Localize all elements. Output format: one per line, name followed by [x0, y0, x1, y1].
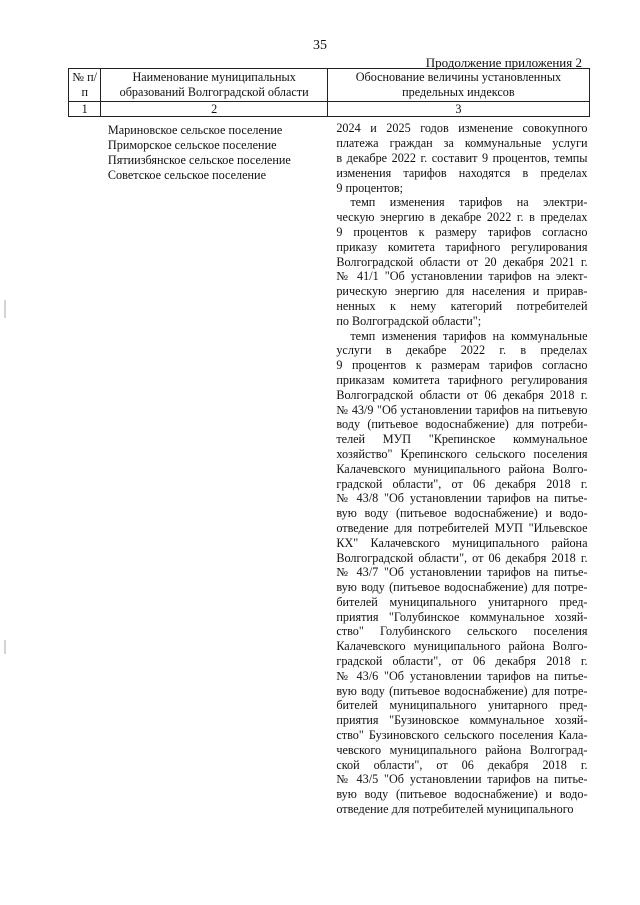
text-line: № 43/9 "Об установлении тарифов на питьевую	[336, 402, 588, 417]
text-line: приказу комитета тарифного регулирования	[336, 239, 588, 254]
text-line: темп изменения тарифов на электри-	[350, 195, 588, 210]
text-line: изменения тарифов находятся в пределах	[336, 165, 588, 180]
margin-mark	[4, 300, 6, 318]
document-table	[68, 68, 590, 817]
row-number-cell	[69, 117, 101, 817]
justification-text	[327, 117, 589, 817]
column-number-row	[69, 101, 590, 117]
text-line: 9 процентов;	[336, 180, 404, 195]
text-line: бителей муниципального унитарного пред-	[336, 594, 588, 609]
municipality-name: Советское сельское поселение	[107, 167, 266, 182]
text-line: Волгоградской области от 20 декабря 2021 г.	[336, 254, 588, 269]
text-line: ство" Голубинского сельского поселения	[336, 624, 588, 639]
municipality-name: Пятиизбянское сельское поселение	[107, 152, 291, 167]
text-line: по Волгоградской области";	[336, 313, 482, 328]
text-line: 2024 и 2025 годов изменение совокупного	[336, 121, 588, 136]
header-number: № п/п	[69, 69, 101, 102]
column-number: 3	[327, 101, 589, 117]
text-line: вую воду (питьевое водоснабжение) и водо-	[336, 787, 588, 802]
text-line: Волгоградской области", от 06 декабря 2018 г.	[336, 550, 588, 565]
margin-mark	[4, 640, 6, 654]
text-line: 9 процентов к размерам тарифов согласно	[336, 358, 588, 373]
text-line: вую воду (питьевое водоснабжение) для потре-	[336, 580, 588, 595]
text-line: телей МУП "Крепинское коммунальное	[336, 432, 588, 447]
header-municipality: Наименование муниципальных образований Волгоградской области	[101, 69, 327, 102]
text-line: Калачевского муниципального района Волго-	[336, 639, 588, 654]
text-line: темп изменения тарифов на коммунальные	[350, 328, 588, 343]
text-line: приятия "Бузиновское коммунальное хозяй-	[336, 713, 588, 728]
text-line: отведение для потребителей муниципального	[336, 802, 574, 817]
text-line: градской области", от 06 декабря 2018 г.	[336, 476, 588, 491]
text-line: № 41/1 "Об установлении тарифов на элект-	[336, 269, 588, 284]
municipality-name: Мариновское сельское поселение	[107, 123, 283, 138]
justification-paragraph	[336, 329, 587, 817]
text-line: отведение для потребителей МУП "Ильевское	[336, 520, 588, 535]
column-number: 2	[101, 101, 327, 117]
text-line: рическую энергию для населения и прирав-	[336, 284, 588, 299]
text-line: приятия "Голубинское коммунальное хозяй-	[336, 609, 588, 624]
text-line: чевского муниципального района Волгоград-	[336, 742, 588, 757]
text-line: приказам комитета тарифного регулирования	[336, 372, 588, 387]
table-header-row	[69, 69, 590, 102]
text-line: Калачевского муниципального района Волго-	[336, 461, 588, 476]
text-line: в декабре 2022 г. составит 9 процентов, темпы	[336, 150, 588, 165]
justification-paragraph	[336, 195, 587, 328]
header-justification: Обоснование величины установленных предельных индексов	[327, 69, 589, 102]
continuation-label: Продолжение приложения 2	[425, 55, 582, 70]
municipality-list	[101, 117, 327, 817]
text-line: воду (питьевое водоснабжение) для потреби-	[336, 417, 588, 432]
table-row	[69, 117, 590, 817]
text-line: услуги в декабре 2022 г. в пределах	[336, 343, 588, 358]
text-line: платежа граждан за коммунальные услуги	[336, 136, 588, 151]
text-line: Волгоградской области от 06 декабря 2018 г.	[336, 387, 588, 402]
text-line: № 43/5 "Об установлении тарифов на питье-	[336, 772, 588, 787]
text-line: ческую энергию в декабре 2022 г. в пределах	[336, 210, 588, 225]
page-number: 35	[313, 38, 327, 53]
text-line: вую воду (питьевое водоснабжение) и водо-	[336, 506, 588, 521]
text-line: бителей муниципального унитарного пред-	[336, 698, 588, 713]
text-line: хозяйство" Крепинского сельского поселения	[336, 446, 588, 461]
text-line: № 43/8 "Об установлении тарифов на питье-	[336, 491, 588, 506]
text-line: № 43/7 "Об установлении тарифов на питье-	[336, 565, 588, 580]
text-line: ненных к нему категорий потребителей	[336, 298, 588, 313]
text-line: КХ" Калачевского муниципального района	[336, 535, 588, 550]
municipality-name: Приморское сельское поселение	[107, 138, 277, 153]
column-number: 1	[69, 101, 101, 117]
text-line: вую воду (питьевое водоснабжение) для потре-	[336, 683, 588, 698]
text-line: ство" Бузиновского сельского поселения Кала-	[336, 728, 588, 743]
text-line: градской области", от 06 декабря 2018 г.	[336, 654, 588, 669]
text-line: 9 процентов к размеру тарифов согласно	[336, 224, 588, 239]
text-line: ской области", от 06 декабря 2018 г.	[336, 757, 588, 772]
text-line: № 43/6 "Об установлении тарифов на питье-	[336, 668, 588, 683]
justification-paragraph	[336, 121, 587, 195]
